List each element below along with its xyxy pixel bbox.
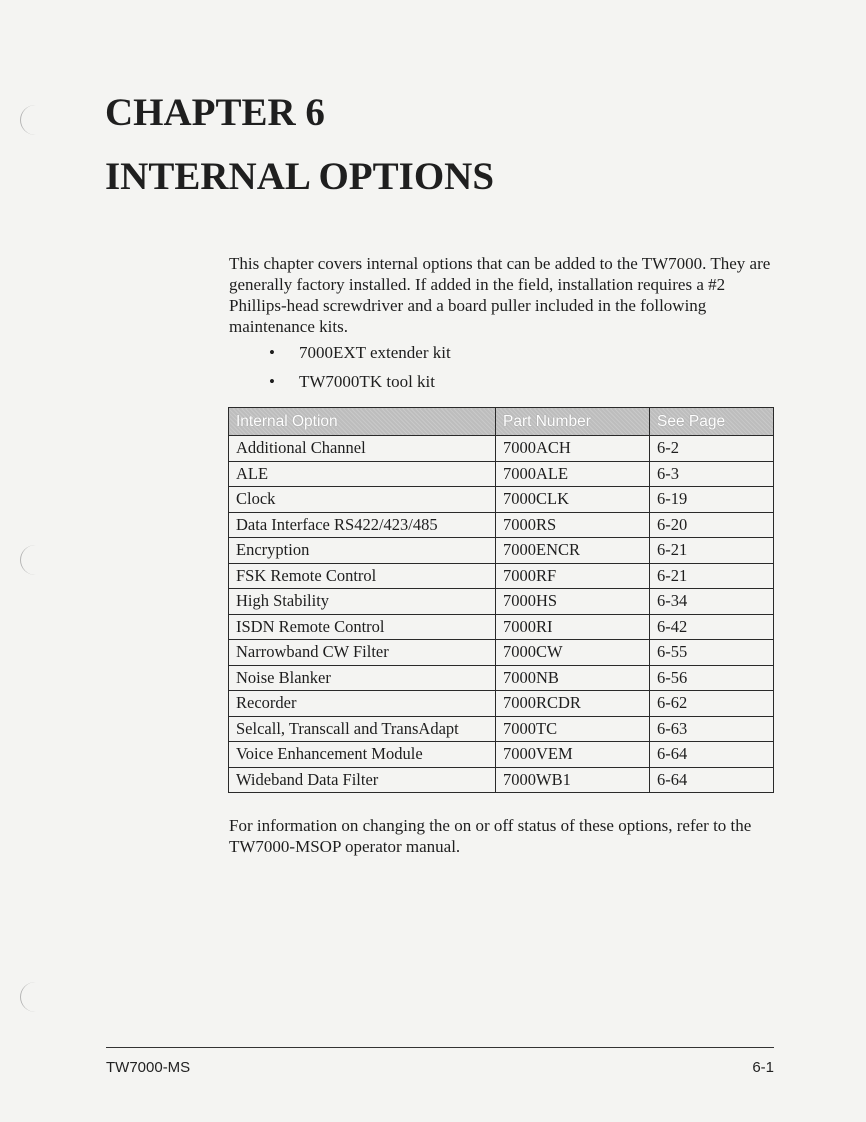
table-row <box>229 461 774 487</box>
cell-part-number: 7000CLK <box>496 487 650 513</box>
kit-label: TW7000TK tool kit <box>299 372 435 391</box>
cell-option: Wideband Data Filter <box>229 767 496 793</box>
cell-part-number: 7000HS <box>496 589 650 615</box>
cell-part-number: 7000ALE <box>496 461 650 487</box>
cell-see-page: 6-21 <box>650 563 774 589</box>
list-item <box>229 342 451 371</box>
column-header-see-page: See Page <box>650 408 774 436</box>
cell-part-number: 7000VEM <box>496 742 650 768</box>
table-header-row <box>229 408 774 436</box>
cell-part-number: 7000NB <box>496 665 650 691</box>
kit-label: 7000EXT extender kit <box>299 343 451 362</box>
bullet-icon: • <box>269 343 275 362</box>
cell-see-page: 6-21 <box>650 538 774 564</box>
cell-part-number: 7000ACH <box>496 436 650 462</box>
footer-document-id: TW7000-MS <box>106 1059 191 1076</box>
intro-paragraph: This chapter covers internal options that can be added to the TW7000. They are generally factory installed. If added in the field, installation requires a #2 Phillips-head screwdriver and a board puller included in the following maintenance kits. <box>229 254 771 336</box>
table-row <box>229 716 774 742</box>
cell-part-number: 7000RCDR <box>496 691 650 717</box>
cell-option: Data Interface RS422/423/485 <box>229 512 496 538</box>
cell-option: High Stability <box>229 589 496 615</box>
punch-hole-mark <box>20 105 51 135</box>
cell-part-number: 7000TC <box>496 716 650 742</box>
cell-see-page: 6-63 <box>650 716 774 742</box>
table-row <box>229 665 774 691</box>
cell-option: Additional Channel <box>229 436 496 462</box>
punch-hole-mark <box>20 982 51 1012</box>
cell-option: FSK Remote Control <box>229 563 496 589</box>
cell-see-page: 6-62 <box>650 691 774 717</box>
cell-option: ISDN Remote Control <box>229 614 496 640</box>
cell-see-page: 6-42 <box>650 614 774 640</box>
table-row <box>229 742 774 768</box>
table-row <box>229 538 774 564</box>
cell-part-number: 7000RS <box>496 512 650 538</box>
cell-option: ALE <box>229 461 496 487</box>
cell-option: Narrowband CW Filter <box>229 640 496 666</box>
table-row <box>229 563 774 589</box>
cell-option: Encryption <box>229 538 496 564</box>
column-header-option: Internal Option <box>229 408 496 436</box>
column-header-part-number: Part Number <box>496 408 650 436</box>
kit-list <box>229 342 451 400</box>
chapter-title: INTERNAL OPTIONS <box>105 155 495 198</box>
cell-part-number: 7000CW <box>496 640 650 666</box>
table-row <box>229 640 774 666</box>
cell-part-number: 7000WB1 <box>496 767 650 793</box>
punch-hole-mark <box>20 545 51 575</box>
internal-options-table <box>228 407 774 793</box>
cell-part-number: 7000RI <box>496 614 650 640</box>
closing-paragraph: For information on changing the on or off status of these options, refer to the TW7000-MSOP operator manual. <box>229 816 752 856</box>
cell-see-page: 6-20 <box>650 512 774 538</box>
table-row <box>229 767 774 793</box>
cell-part-number: 7000RF <box>496 563 650 589</box>
table-row <box>229 614 774 640</box>
table-row <box>229 512 774 538</box>
cell-part-number: 7000ENCR <box>496 538 650 564</box>
cell-option: Clock <box>229 487 496 513</box>
cell-see-page: 6-3 <box>650 461 774 487</box>
cell-option: Noise Blanker <box>229 665 496 691</box>
cell-option: Selcall, Transcall and TransAdapt <box>229 716 496 742</box>
table-row <box>229 691 774 717</box>
bullet-icon: • <box>269 372 275 391</box>
cell-see-page: 6-2 <box>650 436 774 462</box>
table-body <box>229 436 774 793</box>
table-row <box>229 487 774 513</box>
cell-see-page: 6-55 <box>650 640 774 666</box>
table-row <box>229 436 774 462</box>
table-row <box>229 589 774 615</box>
chapter-number: CHAPTER 6 <box>105 91 325 134</box>
cell-see-page: 6-34 <box>650 589 774 615</box>
cell-see-page: 6-56 <box>650 665 774 691</box>
cell-see-page: 6-64 <box>650 742 774 768</box>
cell-option: Voice Enhancement Module <box>229 742 496 768</box>
list-item <box>229 371 451 400</box>
cell-option: Recorder <box>229 691 496 717</box>
cell-see-page: 6-64 <box>650 767 774 793</box>
footer-divider <box>106 1047 774 1048</box>
cell-see-page: 6-19 <box>650 487 774 513</box>
footer-page-number: 6-1 <box>752 1059 774 1076</box>
